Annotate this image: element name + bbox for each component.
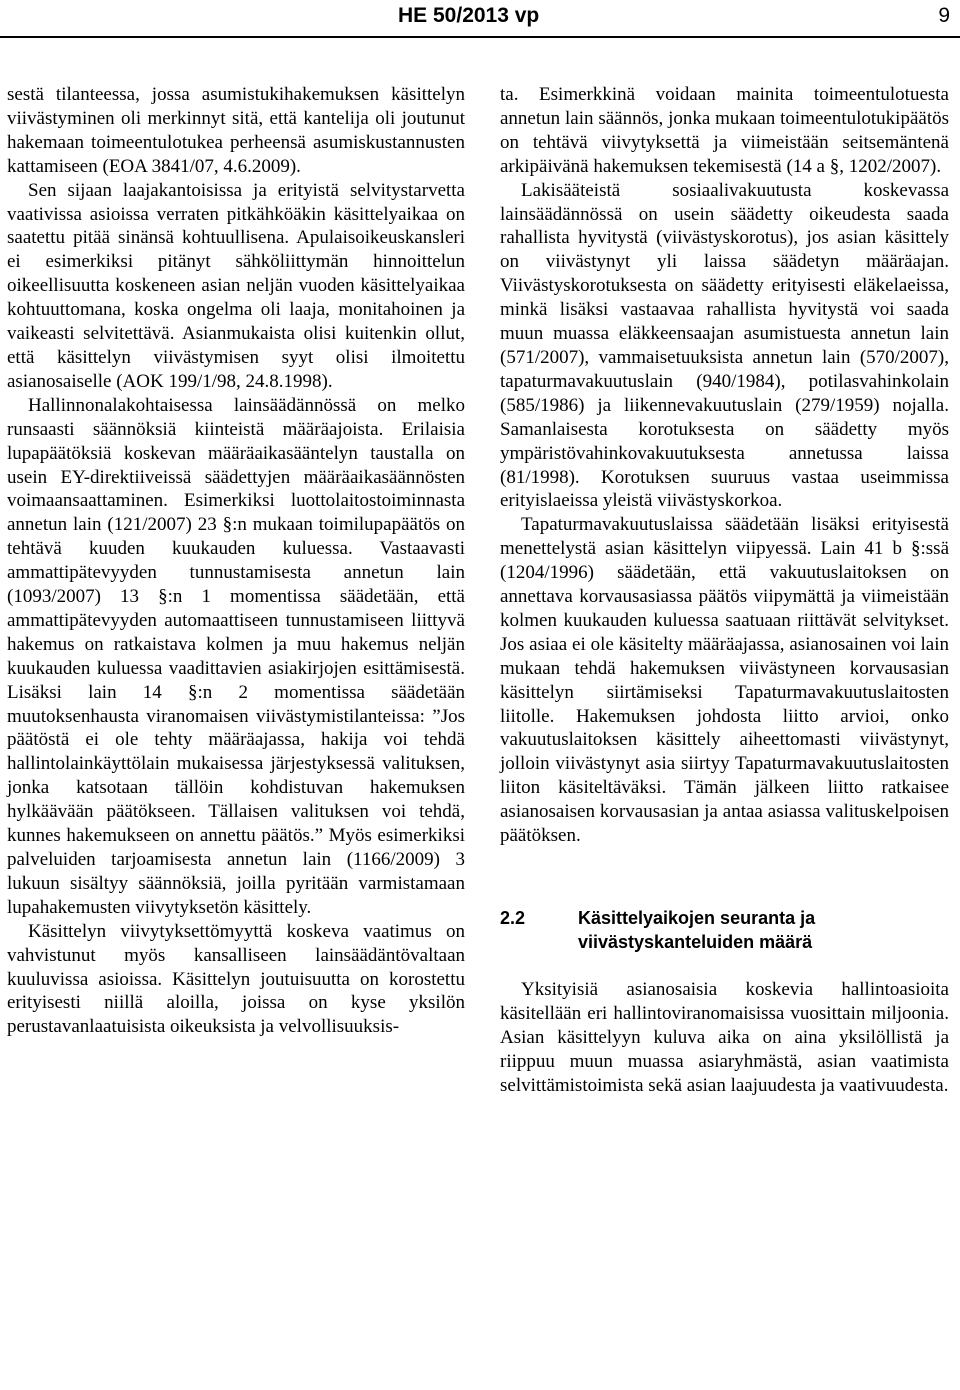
paragraph: Käsittelyn viivytyksettömyyttä koskeva vaatimus on vahvistunut myös kansalliseen lainsäädäntövaltaan kuuluvissa asioissa. Käsittelyn joutuisuutta on korostettu erityisesti niillä aloilla, joissa on kyse yksilön perustavanlaatuisista oikeuksista ja velvollisuuksis- [7,920,465,1038]
paragraph: Tapaturmavakuutuslaissa säädetään lisäksi erityisestä menettelystä asian käsittelyn viipyessä. Lain 41 b §:ssä (1204/1996) säädetään, että vakuutuslaitoksen on annettava korvausasiassa päätös viipymättä ja viimeistään kolmen kuukauden kuluessa saatuaan riittävät selvitykset. Jos asiaa ei ole käsitelty määräajassa, asianosainen voi lain mukaan tehdä hakemuksen viivästyneen korvausasian käsittelyn siirtämiseksi Tapaturmavakuutuslaitosten liitolle. Hakemuksen johdosta liitto arvioi, onko vakuutuslaitoksen käsittely aiheettomasti viivästynyt, jolloin viivästynyt asia siirtyy Tapaturmavakuutuslaitosten liiton käsiteltäväksi. Tämän jälkeen liitto ratkaisee asianosaisen korvausasian ja antaa asiassa valituskelpoisen päätöksen. [500,514,949,847]
header-rule [0,36,960,38]
page-number: 9 [938,4,950,27]
paragraph: Yksityisiä asianosaisia koskevia hallintoasioita käsitellään eri hallintoviranomaisissa vuosittain miljoonia. Asian käsittelyyn kuluva aika on aina yksilöllistä ja riippuu muun muassa asiaryhmästä, asian vaatimista selvittämistoimista sekä asian laajuudesta ja vaativuudesta. [500,979,949,1096]
paragraph-continuation: ta. Esimerkkinä voidaan mainita toimeentulotuesta annetun lain säännös, jonka mukaan toimeentulotukipäätös on tehtävä viivytyksettä ja viimeistään seitsemäntenä arkipäivänä hakemuksen tekemisestä (14 a §, 1202/2007). [500,84,949,177]
paragraph: Lakisääteistä sosiaalivakuutusta koskevassa lainsäädännössä on usein säädetty oikeudesta saada rahallista hyvitystä (viivästyskorotus), jos asian käsittely on viivästynyt yli laissa säädetyn määräajan. Viivästyskorotuksesta on säädetty erityisesti eläkelaeissa, minkä lisäksi vastaavaa rahallista hyvitystä voi saada muun muassa eläkkeensaajan asumistuesta annetun lain (571/2007), vammaisetuuksista annetun lain (570/2007), tapaturmavakuutuslain (940/1984), potilasvahinkolain (585/1986) ja liikennevakuutuslain (279/1959) nojalla. Samanlaisesta korotuksesta on säädetty myös ympäristövahinkovakuutuksesta annetussa laissa (81/1998). Korotuksen suuruus vastaa useimmissa erityislaeissa yleistä viivästyskorkoa. [500,179,949,512]
left-column [7,83,465,1039]
right-column [500,83,949,1098]
paragraph-continuation: sestä tilanteessa, jossa asumistukihakemuksen käsittelyn viivästyminen oli merkinnyt sitä, että kantelija oli joutunut hakemaan toimeentulotukea perheensä asumiskustannusten kattamiseen (EOA 3841/07, 4.6.2009). [7,84,465,177]
page-header [0,0,960,40]
section-title: Käsittelyaikojen seuranta ja viivästyskanteluiden määrä [578,908,816,952]
document-id: HE 50/2013 vp [398,4,540,27]
section-number: 2.2 [500,908,526,928]
section-heading [500,906,949,954]
paragraph: Hallinnonalakohtaisessa lainsäädännössä on melko runsaasti säännöksiä kiinteistä määräajoista. Erilaisia lupapäätöksiä koskevan määräaikasääntelyn taustalla on usein EY-direktiiveissä säädettyjen määräaikasäännösten voimaansaattaminen. Esimerkiksi luottolaitostoiminnasta annetun lain (121/2007) 23 §:n mukaan toimilupapäätös on tehtävä kuuden kuukauden kuluessa. Vastaavasti ammattipätevyyden tunnustamisesta annetun lain (1093/2007) 13 §:n 1 momentissa säädetään, että ammattipätevyyden automaattiseen tunnustamiseen liittyvä hakemus on ratkaistava kolmen ja muu hakemus neljän kuukauden kuluessa vaadittavien asiakirjojen esittämisestä. Lisäksi lain 14 §:n 2 momentissa säädetään muutoksenhausta viranomaisen viivästymistilanteissa: ”Jos päätöstä ei ole tehty määräajassa, hakija voi tehdä hallintolainkäyttölain mukaisessa järjestyksessä valituksen, jonka katsotaan tällöin kohdistuvan hakemuksen hylkäävään päätökseen. Tällaisen valituksen voi tehdä, kunnes hakemukseen on annettu päätös.” Myös esimerkiksi palveluiden tarjoamisesta annetun lain (1166/2009) 3 lukuun sisältyy säännöksiä, joilla pyritään varmistamaan lupahakemusten viivytyksetön käsittely. [7,394,465,918]
paragraph: Sen sijaan laajakantoisissa ja erityistä selvitystarvetta vaativissa asioissa verraten pitkähköäkin käsittelyaikaa on saatettu pitää sinänsä kohtuullisena. Apulaisoikeuskansleri ei esimerkiksi pitänyt sähköliittymän hinnoittelun oikeellisuutta koskeneen asian neljän vuoden käsittelyaikaa kohtuuttomana, koska ongelma oli laaja, monitahoinen ja vaikeasti selvitettävä. Asianmukaista olisi kuitenkin ollut, että käsittelyn viivästymisen syyt olisi ilmoitettu asianosaiselle (AOK 199/1/98, 24.8.1998). [7,179,465,392]
